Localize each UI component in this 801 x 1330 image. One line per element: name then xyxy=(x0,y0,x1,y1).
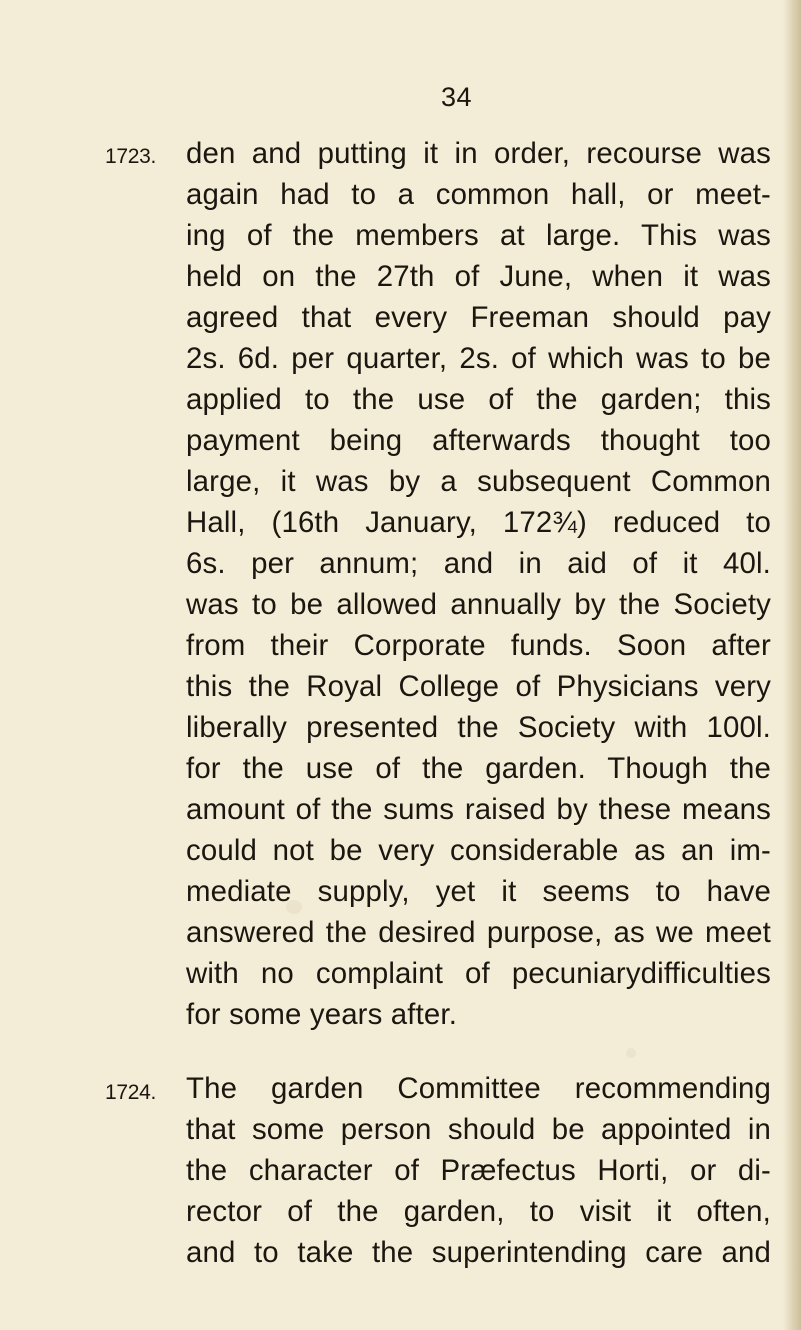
text-line: from their Corporate funds. Soon after xyxy=(186,629,771,662)
margin-year: 1724. xyxy=(105,1081,157,1104)
text-line: Hall, (16th January, 172¾) reduced to xyxy=(186,506,771,539)
text-line: and to take the superintending care and xyxy=(186,1236,771,1269)
text-line: The garden Committee recommending xyxy=(186,1072,771,1105)
page-number: 34 xyxy=(441,82,473,112)
text-line: large, it was by a subsequent Common xyxy=(186,465,771,498)
text-line: amount of the sums raised by these means xyxy=(186,793,771,826)
text-line: ing of the members at large. This was xyxy=(186,219,771,252)
text-line: this the Royal College of Physicians very xyxy=(186,670,771,703)
text-line: payment being afterwards thought too xyxy=(186,424,771,457)
text-line: was to be allowed annually by the Society xyxy=(186,588,771,621)
text-line: applied to the use of the garden; this xyxy=(186,383,771,416)
text-line: rector of the garden, to visit it often, xyxy=(186,1195,771,1228)
text-line: for some years after. xyxy=(186,998,458,1031)
text-line: 2s. 6d. per quarter, 2s. of which was to be xyxy=(186,342,771,375)
text-line: could not be very considerable as an im- xyxy=(186,834,771,867)
text-line: 6s. per annum; and in aid of it 40l. xyxy=(186,547,771,580)
text-line: den and putting it in order, recourse was xyxy=(186,137,771,170)
margin-year: 1723. xyxy=(105,145,157,168)
page-edge-shadow xyxy=(783,0,801,1330)
text-line: answered the desired purpose, as we meet xyxy=(186,916,771,949)
text-line: again had to a common hall, or meet- xyxy=(186,178,771,211)
text-line: held on the 27th of June, when it was xyxy=(186,260,771,293)
text-line: for the use of the garden. Though the xyxy=(186,752,771,785)
paper-stain xyxy=(626,1048,636,1058)
text-line: with no complaint of pecuniarydifficulties xyxy=(186,957,771,990)
text-line: the character of Præfectus Horti, or di- xyxy=(186,1154,771,1187)
text-line: mediate supply, yet it seems to have xyxy=(186,875,771,908)
text-line: that some person should be appointed in xyxy=(186,1113,771,1146)
text-line: agreed that every Freeman should pay xyxy=(186,301,771,334)
text-line: liberally presented the Society with 100l. xyxy=(186,711,771,744)
